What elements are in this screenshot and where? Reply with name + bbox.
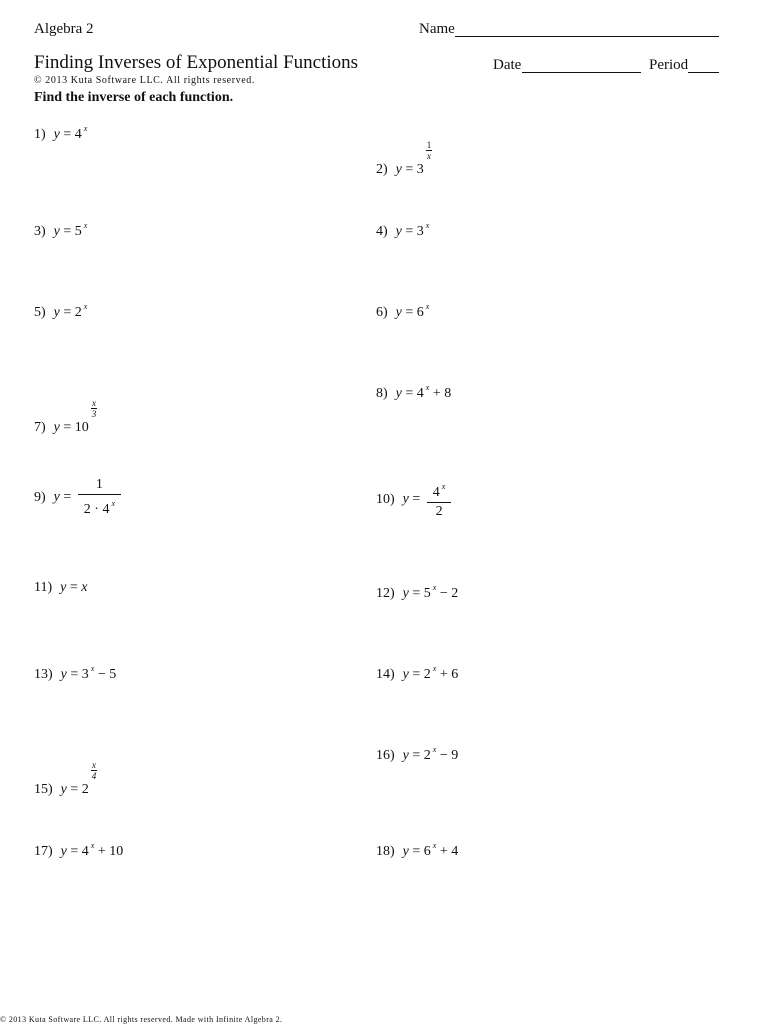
lhs-variable: y: [53, 420, 60, 435]
exponent: x: [425, 302, 430, 311]
base: 5: [74, 224, 82, 239]
lhs-variable: y: [402, 748, 409, 763]
problem-4: [376, 221, 429, 240]
equals-sign: =: [59, 127, 75, 142]
equals-sign: =: [401, 162, 417, 177]
exponent: x: [432, 583, 437, 592]
page-footer: © 2013 Kuta Software LLC. All rights reserved. Made with Infinite Algebra 2.: [0, 1015, 283, 1024]
equals-sign: =: [66, 782, 82, 797]
problem-number: 17): [34, 844, 53, 859]
date-label: Date: [493, 57, 522, 73]
exponent: x: [83, 302, 88, 311]
equals-sign: =: [66, 667, 82, 682]
equals-sign: =: [59, 305, 75, 320]
lhs-variable: y: [395, 386, 402, 401]
exponent: x: [90, 841, 95, 850]
problem-1: [34, 124, 87, 143]
equals-sign: =: [401, 305, 417, 320]
equals-sign: =: [59, 224, 75, 239]
base: 4: [81, 844, 89, 859]
fraction-exponent: [91, 760, 98, 781]
constant-term: + 10: [94, 844, 124, 859]
equals-sign: =: [408, 748, 424, 763]
problem-number: 14): [376, 667, 395, 682]
fraction-denominator: 2: [435, 504, 443, 519]
problem-number: 12): [376, 586, 395, 601]
exponent: x: [432, 664, 437, 673]
problem-number: 13): [34, 667, 53, 682]
problem-3: [34, 221, 87, 240]
base: 2: [81, 782, 89, 797]
base: 3: [81, 667, 89, 682]
period-label: Period: [649, 57, 689, 73]
base: 2: [74, 305, 82, 320]
lhs-variable: y: [402, 844, 409, 859]
denominator-term: 2 · 4: [83, 502, 110, 517]
exponent: x: [432, 841, 437, 850]
equals-sign: =: [408, 491, 424, 507]
lhs-variable: y: [53, 305, 60, 320]
equals-sign: =: [408, 667, 424, 682]
exponent: x: [90, 664, 95, 673]
lhs-variable: y: [402, 667, 409, 682]
constant-term: − 9: [436, 748, 459, 763]
problem-13: [34, 664, 116, 683]
course-title: Algebra 2: [34, 21, 94, 37]
rhs-variable: x: [81, 580, 88, 595]
problem-number: 16): [376, 748, 395, 763]
problem-number: 11): [34, 580, 53, 595]
exponent-numerator: x: [92, 398, 97, 408]
fraction-numerator: 1: [78, 476, 121, 495]
exponent-denominator: x: [427, 151, 432, 161]
equals-sign: =: [66, 844, 82, 859]
problem-17: [34, 841, 123, 860]
equals-sign: =: [59, 420, 75, 435]
base: 10: [74, 420, 89, 435]
problem-5: [34, 302, 87, 321]
problem-number: 15): [34, 782, 53, 797]
equals-sign: =: [66, 580, 82, 595]
problem-8: [376, 383, 451, 402]
base: 6: [423, 844, 431, 859]
exponent-numerator: 1: [426, 140, 432, 150]
exponent: x: [83, 221, 88, 230]
constant-term: − 2: [436, 586, 459, 601]
date-field-line[interactable]: [522, 72, 641, 73]
problem-number: 18): [376, 844, 395, 859]
exponent: x: [83, 124, 88, 133]
fraction-numerator: [427, 478, 452, 503]
problem-12: [376, 583, 458, 602]
base: 5: [423, 586, 431, 601]
lhs-variable: y: [60, 782, 67, 797]
problem-15: [34, 760, 97, 798]
exponent-denominator: 4: [91, 771, 97, 781]
problem-16: [376, 745, 458, 764]
exponent: x: [441, 482, 446, 491]
constant-term: + 4: [436, 844, 459, 859]
problem-9: [34, 476, 121, 519]
copyright-notice: © 2013 Kuta Software LLC. All rights reserved.: [34, 75, 255, 86]
constant-term: − 5: [94, 667, 117, 682]
lhs-variable: y: [60, 844, 67, 859]
name-label: Name: [419, 21, 455, 37]
lhs-variable: y: [53, 224, 60, 239]
problem-14: [376, 664, 458, 683]
exponent: x: [425, 221, 430, 230]
exponent: x: [432, 745, 437, 754]
worksheet-title: Finding Inverses of Exponential Functions: [34, 52, 359, 73]
constant-term: + 8: [429, 386, 452, 401]
equals-sign: =: [408, 844, 424, 859]
base: 2: [423, 667, 431, 682]
problem-2: [376, 140, 432, 178]
period-field-line[interactable]: [688, 72, 719, 73]
instructions: Find the inverse of each function.: [34, 90, 234, 105]
problem-number: 10): [376, 491, 395, 507]
equals-sign: =: [408, 586, 424, 601]
base: 4: [74, 127, 82, 142]
base: 6: [416, 305, 424, 320]
problem-6: [376, 302, 429, 321]
lhs-variable: y: [402, 491, 409, 507]
lhs-variable: y: [53, 127, 60, 142]
fraction-denominator: [78, 495, 121, 519]
problem-7: [34, 398, 97, 436]
base: 3: [416, 162, 424, 177]
lhs-variable: y: [402, 586, 409, 601]
exponent-numerator: x: [92, 760, 97, 770]
problem-11: [34, 580, 88, 596]
problem-number: 6): [376, 305, 388, 320]
lhs-variable: y: [60, 667, 67, 682]
fraction: [427, 478, 452, 521]
fraction-exponent: [91, 398, 98, 419]
lhs-variable: y: [395, 305, 402, 320]
problem-number: 4): [376, 224, 388, 239]
equals-sign: =: [401, 386, 417, 401]
base: 3: [416, 224, 424, 239]
exponent: x: [111, 499, 116, 508]
problem-number: 7): [34, 420, 46, 435]
problem-number: 9): [34, 489, 46, 505]
problem-18: [376, 841, 458, 860]
fraction: [78, 476, 121, 519]
numerator-base: 4: [432, 485, 440, 500]
fraction-exponent: [426, 140, 433, 161]
equals-sign: =: [59, 489, 75, 505]
equals-sign: =: [401, 224, 417, 239]
base: 4: [416, 386, 424, 401]
exponent-denominator: 3: [91, 409, 97, 419]
problem-10: [376, 478, 451, 521]
lhs-variable: y: [395, 224, 402, 239]
problem-number: 5): [34, 305, 46, 320]
constant-term: + 6: [436, 667, 459, 682]
exponent: x: [425, 383, 430, 392]
problem-number: 3): [34, 224, 46, 239]
lhs-variable: y: [395, 162, 402, 177]
problem-number: 1): [34, 127, 46, 142]
problem-number: 8): [376, 386, 388, 401]
name-field-line[interactable]: [455, 36, 719, 37]
base: 2: [423, 748, 431, 763]
problem-number: 2): [376, 162, 388, 177]
lhs-variable: y: [60, 580, 67, 595]
lhs-variable: y: [53, 489, 60, 505]
